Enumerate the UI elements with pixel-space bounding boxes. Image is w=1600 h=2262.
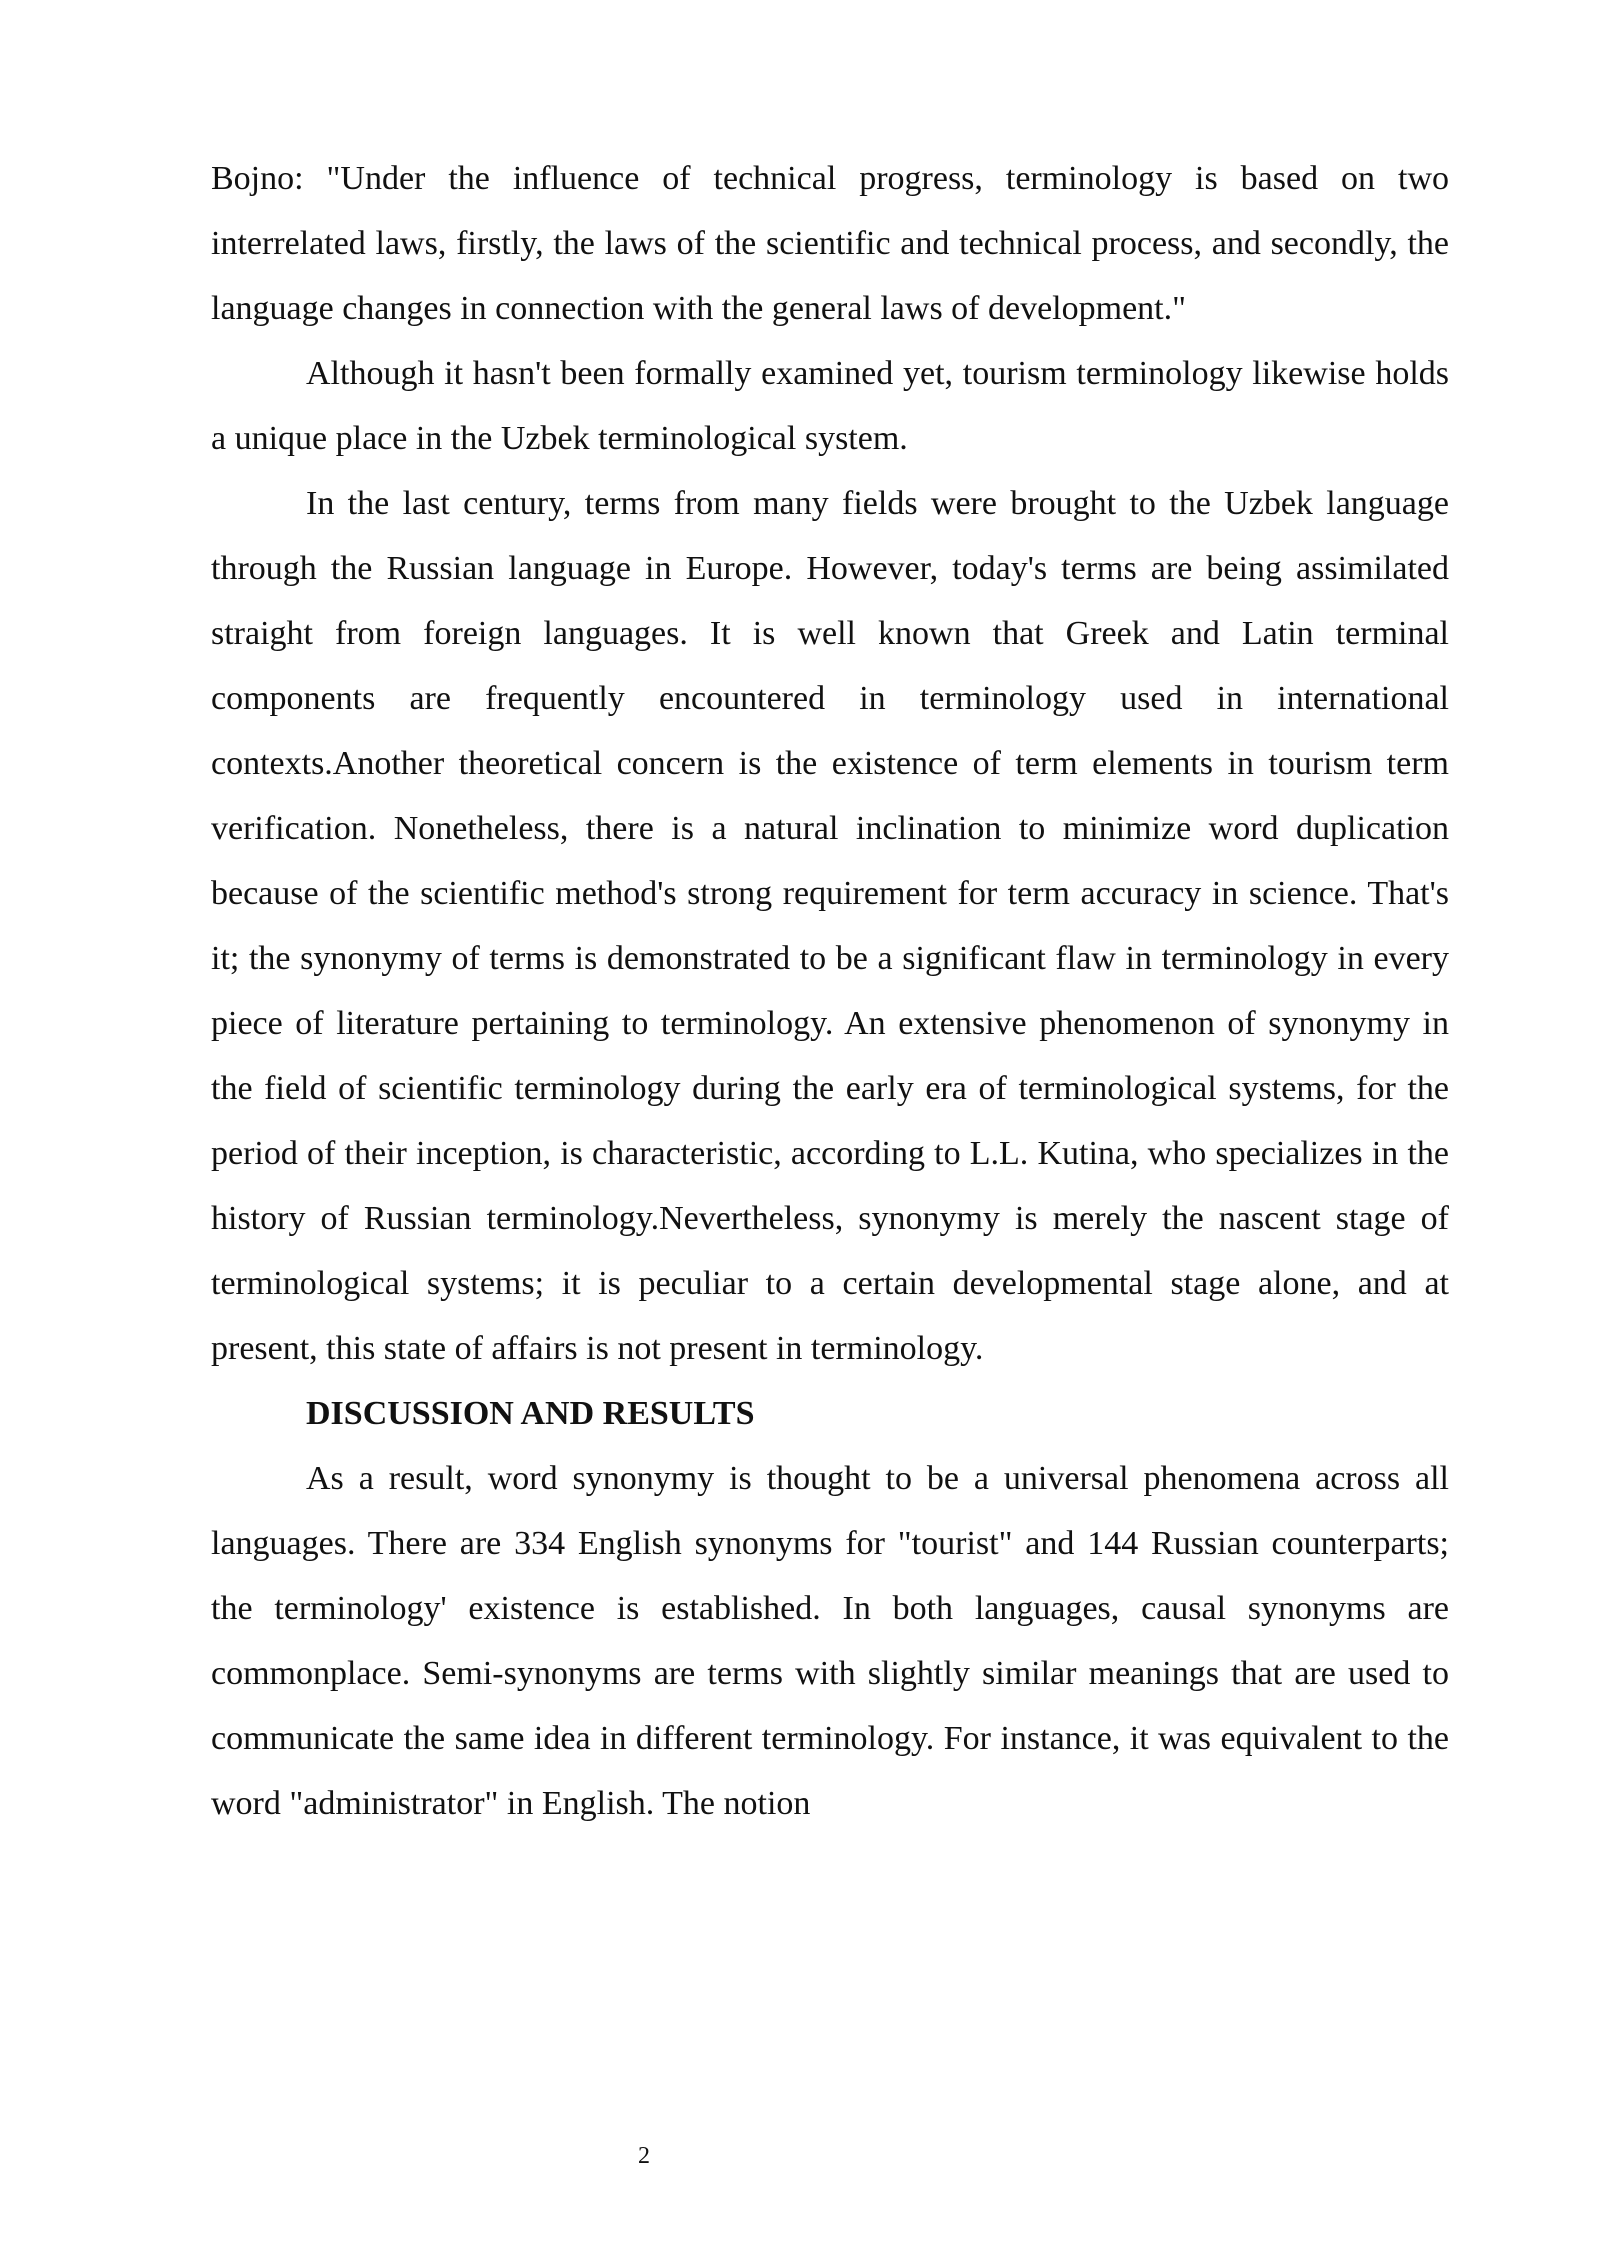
page-number: 2 bbox=[638, 2143, 650, 2169]
paragraph-tourism-terminology: Although it hasn't been formally examined yet, tourism terminology likewise holds a unique place in the Uzbek terminological system. bbox=[211, 355, 1449, 457]
page-body bbox=[211, 146, 1449, 1836]
paragraph-bojno-quote: Bojno: "Under the influence of technical progress, terminology is based on two interrelated laws, firstly, the laws of the scientific and technical process, and secondly, the language changes in connection with the general laws of development." bbox=[211, 160, 1449, 327]
section-heading-discussion-results: DISCUSSION AND RESULTS bbox=[306, 1395, 755, 1432]
paragraph-word-synonymy: As a result, word synonymy is thought to be a universal phenomena across all languages. There are 334 English synonyms for "tourist" and 144 Russian counterparts; the terminology' existence is established. In both languages, causal synonyms are commonplace. Semi-synonyms are terms with slightly similar meanings that are used to communicate the same idea in different terminology. For instance, it was equivalent to the word "administrator" in English. The notion bbox=[211, 1460, 1449, 1822]
paragraph-last-century-terms: In the last century, terms from many fields were brought to the Uzbek language through the Russian language in Europe. However, today's terms are being assimilated straight from foreign languages. It is well known that Greek and Latin terminal components are frequently encountered in terminology used in international contexts.Another theoretical concern is the existence of term elements in tourism term verification. Nonetheless, there is a natural inclination to minimize word duplication because of the scientific method's strong requirement for term accuracy in science. That's it; the synonymy of terms is demonstrated to be a significant flaw in terminology in every piece of literature pertaining to terminology. An extensive phenomenon of synonymy in the field of scientific terminology during the early era of terminological systems, for the period of their inception, is characteristic, according to L.L. Kutina, who specializes in the history of Russian terminology.Nevertheless, synonymy is merely the nascent stage of terminological systems; it is peculiar to a certain developmental stage alone, and at present, this state of affairs is not present in terminology. bbox=[211, 485, 1449, 1367]
